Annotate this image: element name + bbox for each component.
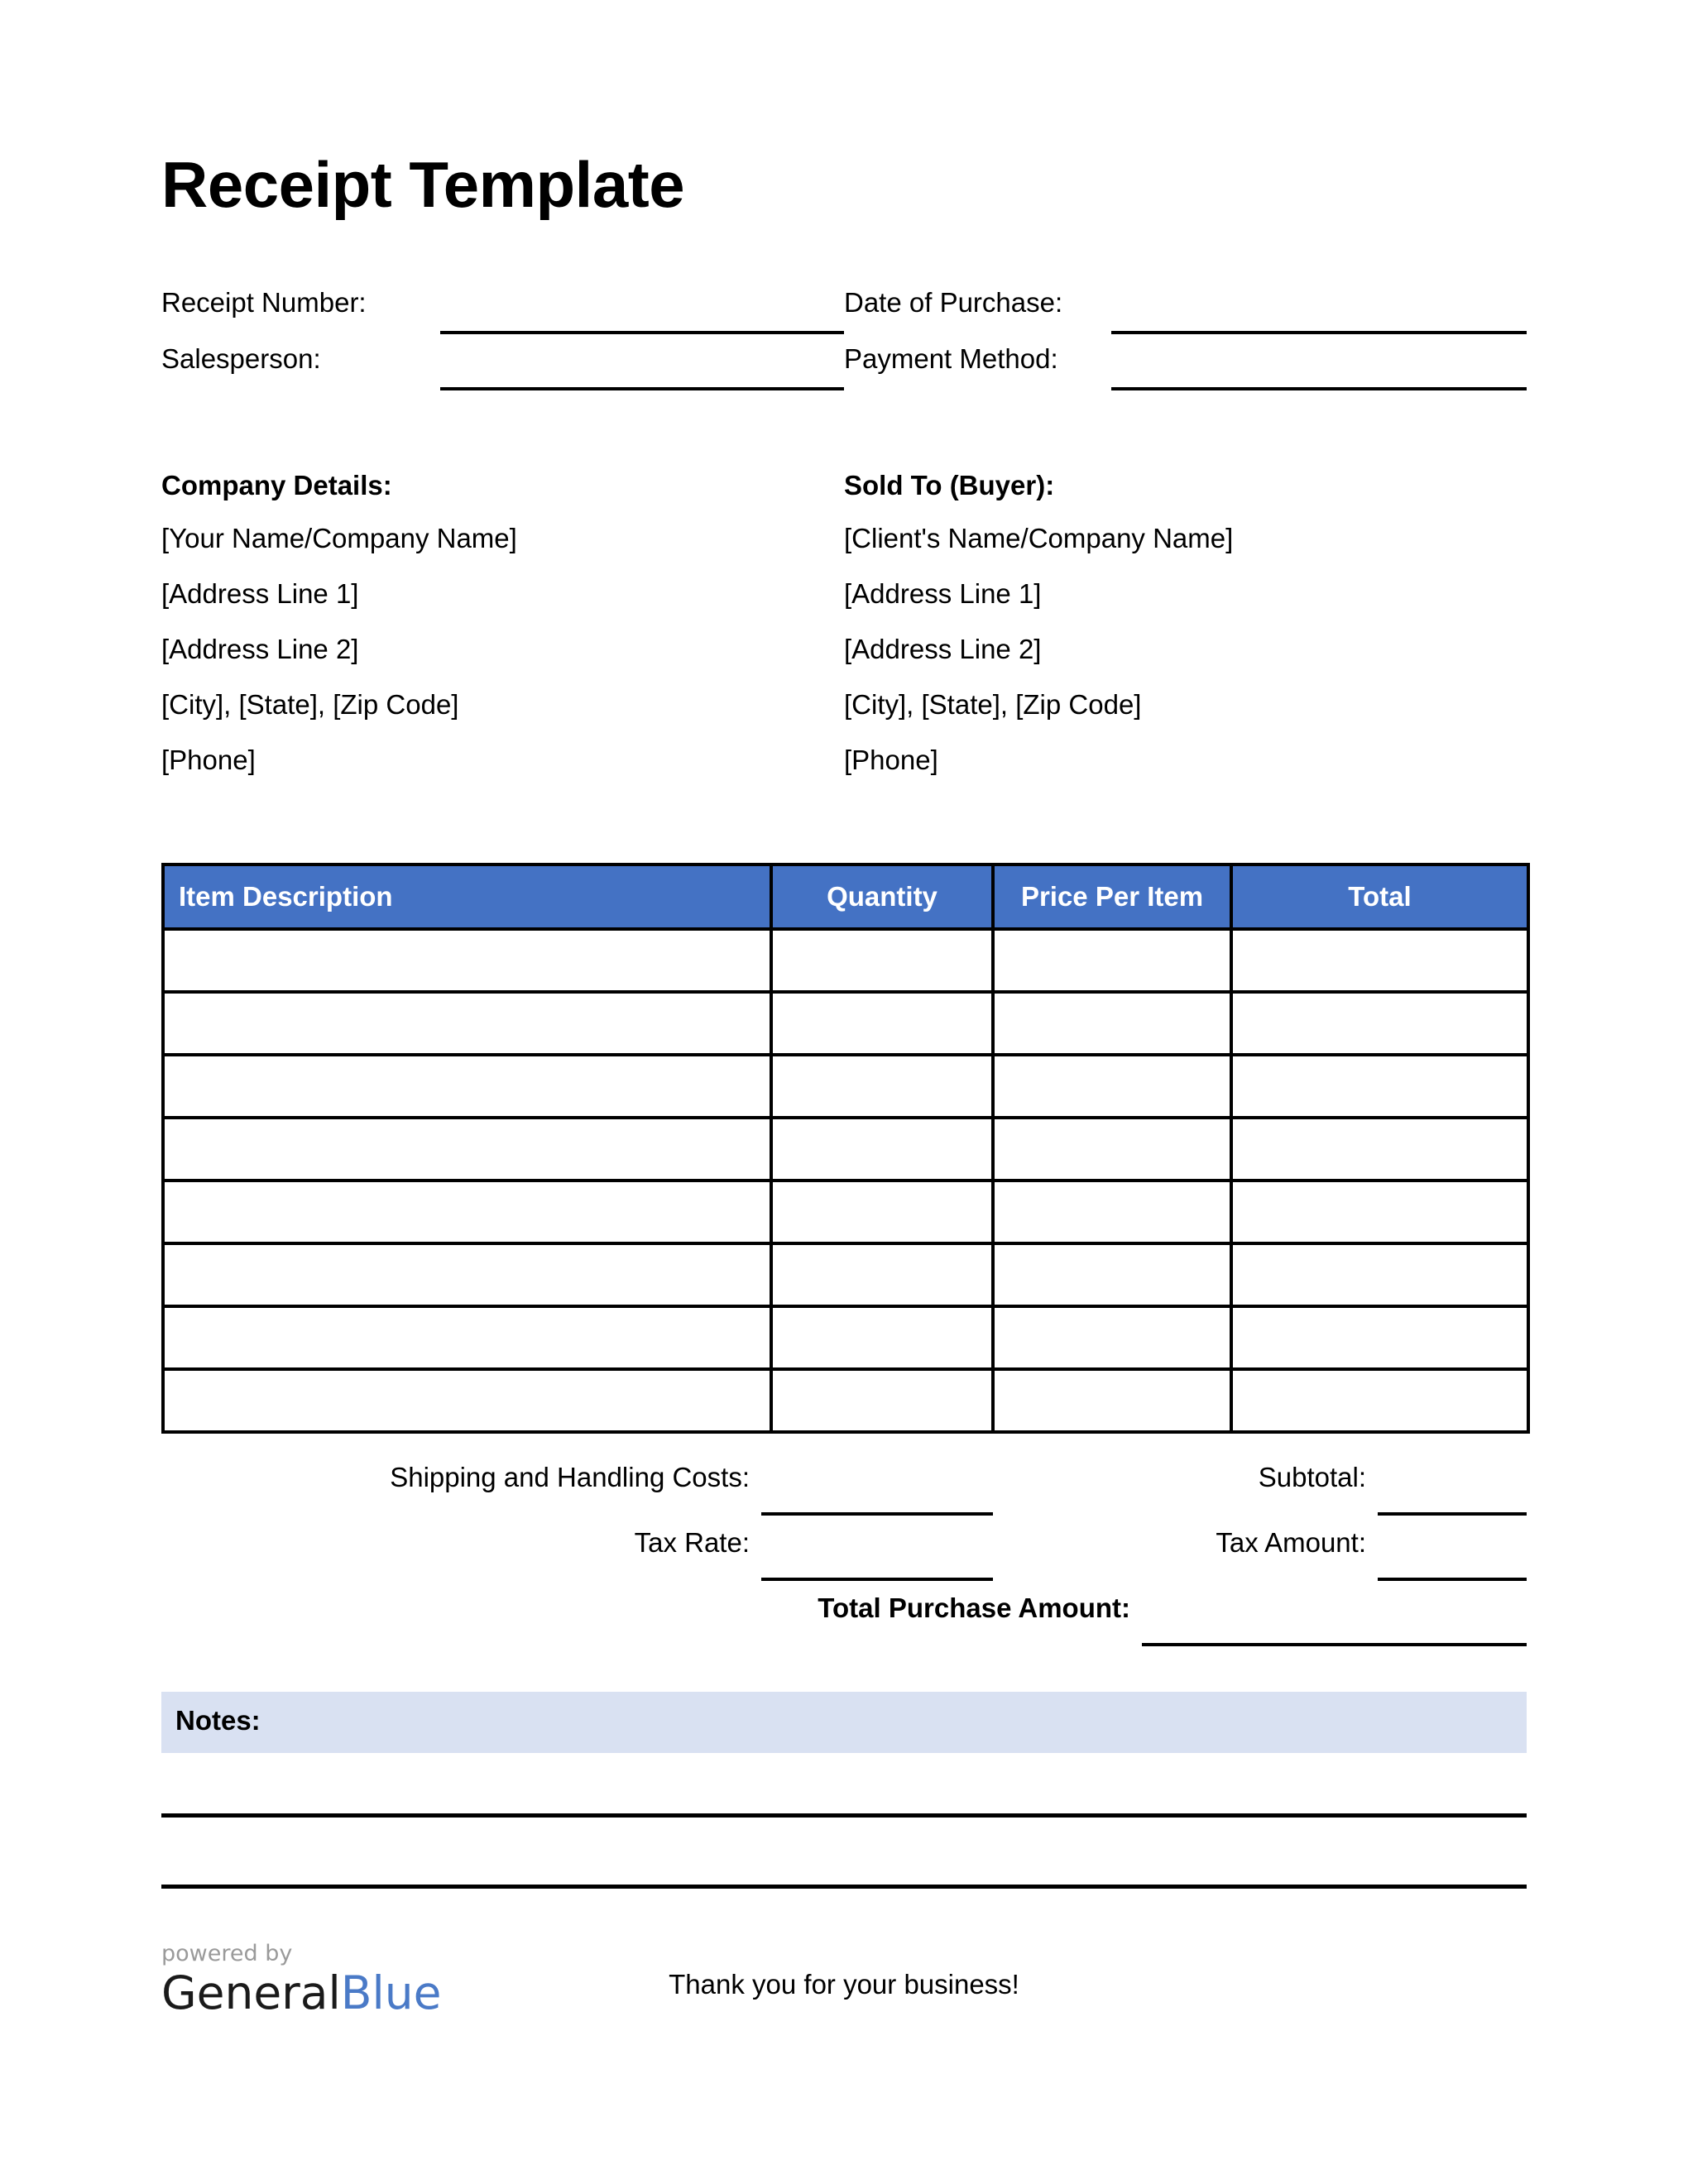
cell-total[interactable] xyxy=(1231,1055,1528,1118)
items-table xyxy=(161,863,1530,1434)
total-purchase-amount-label: Total Purchase Amount: xyxy=(818,1592,1130,1623)
cell-price-per-item[interactable] xyxy=(993,1118,1231,1181)
table-row xyxy=(163,1181,1528,1243)
column-header-item-description: Item Description xyxy=(163,864,771,929)
page-title: Receipt Template xyxy=(161,148,685,222)
tax-rate-label: Tax Rate: xyxy=(634,1527,750,1558)
subtotal-input[interactable] xyxy=(1378,1458,1527,1516)
items-table-header xyxy=(163,864,1528,929)
payment-method-field xyxy=(844,339,1527,395)
cell-total[interactable] xyxy=(1231,1181,1528,1243)
cell-item-description[interactable] xyxy=(163,1306,771,1369)
buyer-address-line-2: [Address Line 2] xyxy=(844,634,1042,664)
cell-quantity[interactable] xyxy=(771,929,993,992)
cell-quantity[interactable] xyxy=(771,1181,993,1243)
cell-price-per-item[interactable] xyxy=(993,1181,1231,1243)
company-city-state-zip: [City], [State], [Zip Code] xyxy=(161,689,459,720)
items-table-body xyxy=(163,929,1528,1432)
company-details-block xyxy=(161,472,844,774)
salesperson-input[interactable] xyxy=(440,339,844,390)
payment-method-label: Payment Method: xyxy=(844,343,1058,374)
company-phone: [Phone] xyxy=(161,745,256,775)
cell-item-description[interactable] xyxy=(163,1369,771,1432)
brand-general-text: General xyxy=(161,1966,341,2019)
cell-total[interactable] xyxy=(1231,1118,1528,1181)
buyer-phone: [Phone] xyxy=(844,745,938,775)
cell-quantity[interactable] xyxy=(771,1055,993,1118)
totals-row-2 xyxy=(161,1523,1527,1588)
buyer-details-block xyxy=(844,472,1527,774)
table-row xyxy=(163,1306,1528,1369)
receipt-number-field xyxy=(161,283,844,339)
items-table-header-row xyxy=(163,864,1528,929)
cell-price-per-item[interactable] xyxy=(993,929,1231,992)
cell-item-description[interactable] xyxy=(163,1243,771,1306)
salesperson-field xyxy=(161,339,844,395)
tax-amount-label: Tax Amount: xyxy=(1216,1527,1366,1558)
shipping-and-handling-input[interactable] xyxy=(761,1458,993,1516)
table-row xyxy=(163,1055,1528,1118)
date-of-purchase-field xyxy=(844,283,1527,339)
company-details-heading: Company Details: xyxy=(161,470,392,500)
header-field-row-2 xyxy=(161,339,1527,395)
table-row xyxy=(163,929,1528,992)
cell-price-per-item[interactable] xyxy=(993,1243,1231,1306)
buyer-city-state-zip: [City], [State], [Zip Code] xyxy=(844,689,1142,720)
shipping-and-handling-label: Shipping and Handling Costs: xyxy=(390,1462,750,1492)
notes-label: Notes: xyxy=(175,1705,261,1736)
tax-amount-input[interactable] xyxy=(1378,1523,1527,1581)
date-of-purchase-input[interactable] xyxy=(1111,283,1527,334)
cell-price-per-item[interactable] xyxy=(993,992,1231,1055)
cell-item-description[interactable] xyxy=(163,1118,771,1181)
cell-price-per-item[interactable] xyxy=(993,1369,1231,1432)
total-purchase-amount-input[interactable] xyxy=(1142,1588,1527,1646)
cell-total[interactable] xyxy=(1231,929,1528,992)
salesperson-label: Salesperson: xyxy=(161,343,321,374)
column-header-total: Total xyxy=(1231,864,1528,929)
notes-line-2[interactable] xyxy=(161,1885,1527,1889)
company-address-line-1: [Address Line 1] xyxy=(161,578,359,609)
cell-quantity[interactable] xyxy=(771,1118,993,1181)
header-field-row-1 xyxy=(161,283,1527,339)
parties-section xyxy=(161,472,1527,774)
payment-method-input[interactable] xyxy=(1111,339,1527,390)
company-name-line: [Your Name/Company Name] xyxy=(161,523,517,553)
buyer-name-line: [Client's Name/Company Name] xyxy=(844,523,1234,553)
notes-line-1[interactable] xyxy=(161,1813,1527,1818)
thank-you-message: Thank you for your business! xyxy=(669,1969,1019,2000)
cell-quantity[interactable] xyxy=(771,1243,993,1306)
date-of-purchase-label: Date of Purchase: xyxy=(844,287,1063,318)
tax-rate-input[interactable] xyxy=(761,1523,993,1581)
cell-quantity[interactable] xyxy=(771,1306,993,1369)
buyer-details-heading: Sold To (Buyer): xyxy=(844,470,1055,500)
cell-item-description[interactable] xyxy=(163,1181,771,1243)
header-fields xyxy=(161,283,1527,395)
cell-item-description[interactable] xyxy=(163,992,771,1055)
receipt-number-input[interactable] xyxy=(440,283,844,334)
cell-quantity[interactable] xyxy=(771,992,993,1055)
totals-row-3 xyxy=(161,1588,1527,1654)
cell-total[interactable] xyxy=(1231,1306,1528,1369)
cell-total[interactable] xyxy=(1231,1369,1528,1432)
cell-item-description[interactable] xyxy=(163,1055,771,1118)
cell-price-per-item[interactable] xyxy=(993,1306,1231,1369)
powered-by-label: powered by xyxy=(161,1941,293,1966)
column-header-price-per-item: Price Per Item xyxy=(993,864,1231,929)
cell-total[interactable] xyxy=(1231,1243,1528,1306)
cell-total[interactable] xyxy=(1231,992,1528,1055)
table-row xyxy=(163,992,1528,1055)
receipt-number-label: Receipt Number: xyxy=(161,287,367,318)
buyer-address-line-1: [Address Line 1] xyxy=(844,578,1042,609)
table-row xyxy=(163,1118,1528,1181)
notes-band xyxy=(161,1692,1527,1753)
cell-price-per-item[interactable] xyxy=(993,1055,1231,1118)
column-header-quantity: Quantity xyxy=(771,864,993,929)
cell-item-description[interactable] xyxy=(163,929,771,992)
table-row xyxy=(163,1243,1528,1306)
totals-section xyxy=(161,1458,1527,1654)
cell-quantity[interactable] xyxy=(771,1369,993,1432)
brand-blue-text: Blue xyxy=(340,1966,442,2019)
totals-row-1 xyxy=(161,1458,1527,1523)
subtotal-label: Subtotal: xyxy=(1258,1462,1366,1492)
company-address-line-2: [Address Line 2] xyxy=(161,634,359,664)
table-row xyxy=(163,1369,1528,1432)
